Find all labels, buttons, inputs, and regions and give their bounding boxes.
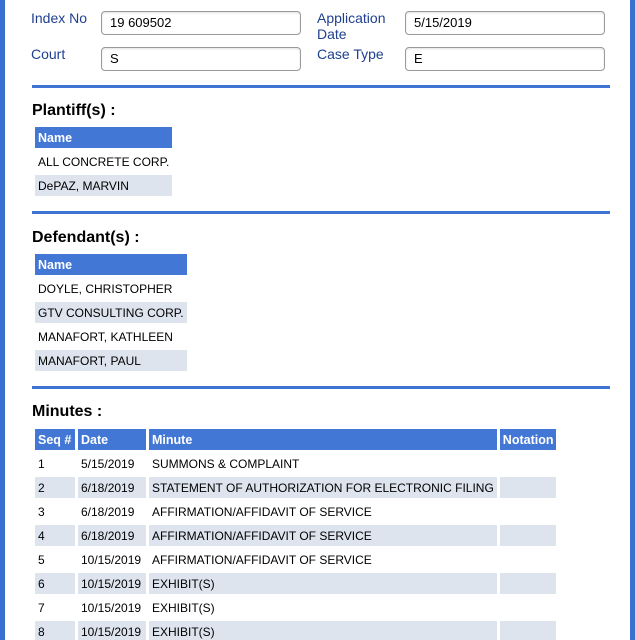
defendant-row: GTV CONSULTING CORP. <box>35 302 187 323</box>
seq-cell: 5 <box>38 552 45 567</box>
table-row <box>35 525 556 546</box>
table-row <box>35 477 556 498</box>
date-cell: 10/15/2019 <box>78 621 146 640</box>
divider <box>32 211 610 214</box>
notation-cell <box>500 549 557 570</box>
date-cell: 6/18/2019 <box>78 477 146 498</box>
table-row <box>35 453 556 474</box>
notation-cell <box>500 573 557 594</box>
notation-cell <box>500 621 557 640</box>
minute-cell: EXHIBIT(S) <box>149 573 497 594</box>
minute-cell: SUMMONS & COMPLAINT <box>152 456 300 471</box>
minute-cell: AFFIRMATION/AFFIDAVIT OF SERVICE <box>149 525 497 546</box>
plaintiff-row: DePAZ, MARVIN <box>35 175 172 196</box>
defendants-heading: Defendant(s) : <box>32 229 140 246</box>
application-date-label-line2: Date <box>317 26 347 42</box>
minute-header: Minute <box>149 429 497 450</box>
court-label: Court <box>31 46 66 62</box>
court-field[interactable]: S <box>101 47 301 71</box>
minute-cell: EXHIBIT(S) <box>149 621 497 640</box>
index-no-label: Index No <box>31 10 88 26</box>
application-date-label <box>317 10 386 42</box>
case-type-field[interactable]: E <box>405 47 605 71</box>
defendant-row: MANAFORT, KATHLEEN <box>38 329 173 344</box>
application-date-field[interactable]: 5/15/2019 <box>405 11 605 35</box>
notation-cell <box>500 525 557 546</box>
minute-cell: AFFIRMATION/AFFIDAVIT OF SERVICE <box>152 552 372 567</box>
defendant-row: DOYLE, CHRISTOPHER <box>38 281 173 296</box>
table-row <box>35 597 556 618</box>
divider <box>32 85 610 88</box>
table-row <box>35 573 556 594</box>
table-row <box>35 501 556 522</box>
defendants-name-header: Name <box>35 254 187 275</box>
application-date-label-line1: Application <box>317 10 386 26</box>
seq-header: Seq # <box>35 429 75 450</box>
plaintiffs-name-header: Name <box>35 127 172 148</box>
minute-cell: EXHIBIT(S) <box>152 600 215 615</box>
index-no-field[interactable]: 19 609502 <box>101 11 301 35</box>
defendant-row: MANAFORT, PAUL <box>35 350 187 371</box>
notation-cell <box>500 501 557 522</box>
minute-cell: AFFIRMATION/AFFIDAVIT OF SERVICE <box>152 504 372 519</box>
seq-cell: 1 <box>38 456 45 471</box>
notation-header: Notation <box>500 429 557 450</box>
seq-cell: 3 <box>38 504 45 519</box>
date-cell: 10/15/2019 <box>78 573 146 594</box>
minute-cell: STATEMENT OF AUTHORIZATION FOR ELECTRONIC FILING <box>149 477 497 498</box>
minutes-table <box>32 426 559 640</box>
date-cell: 6/18/2019 <box>81 504 135 519</box>
table-row <box>35 549 556 570</box>
seq-cell: 8 <box>35 621 75 640</box>
seq-cell: 4 <box>35 525 75 546</box>
seq-cell: 7 <box>38 600 45 615</box>
case-type-label: Case Type <box>317 46 384 62</box>
date-cell: 6/18/2019 <box>78 525 146 546</box>
plaintiffs-heading: Plantiff(s) : <box>32 102 116 119</box>
date-cell: 5/15/2019 <box>81 456 135 471</box>
seq-cell: 6 <box>35 573 75 594</box>
notation-cell <box>500 453 557 474</box>
plaintiffs-table <box>32 124 175 199</box>
table-row <box>35 621 556 640</box>
date-cell: 10/15/2019 <box>81 552 142 567</box>
seq-cell: 2 <box>35 477 75 498</box>
date-cell: 10/15/2019 <box>81 600 142 615</box>
notation-cell <box>500 597 557 618</box>
minutes-heading: Minutes : <box>32 403 103 420</box>
plaintiff-row: ALL CONCRETE CORP. <box>38 154 170 169</box>
defendants-table <box>32 251 190 374</box>
divider <box>32 386 610 389</box>
date-header: Date <box>78 429 146 450</box>
notation-cell <box>500 477 557 498</box>
